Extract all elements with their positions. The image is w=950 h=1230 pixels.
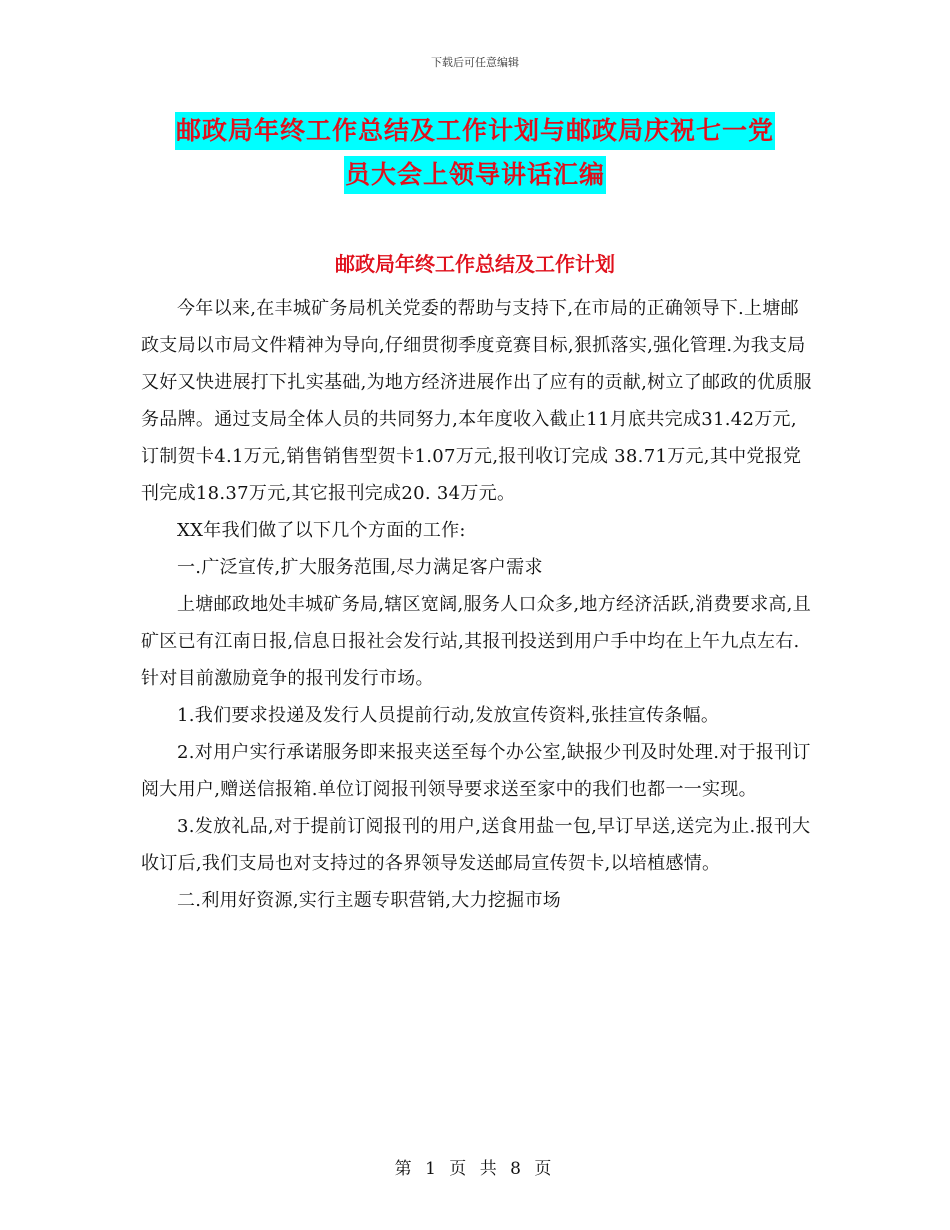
paragraph: 今年以来,在丰城矿务局机关党委的帮助与支持下,在市局的正确领导下.上塘邮政支局以市局文件精神为导向,仔细贯彻季度竟赛目标,狠抓落实,强化管理.为我支局又好又快进展打下扎实基础,为地方经济进展作出了应有的贡献,树立了邮政的优质服务品牌。通过支局全体人员的共同努力,本年度收入截止11月底共完成31.42万元,订制贺卡4.1万元,销售销售型贺卡1.07万元,报刊收订完成 38.71万元,其中党报党刊完成18.37万元,其它报刊完成20. 34万元。 (141, 298, 812, 504)
paragraph: 一.广泛宣传,扩大服务范围,尽力满足客户需求 (177, 557, 543, 578)
section-title: 邮政局年终工作总结及工作计划 (335, 252, 615, 276)
page-footer: 第 1 页 共 8 页 (394, 1159, 556, 1179)
paragraph: 1.我们要求投递及发行人员提前行动,发放宣传资料,张挂宣传条幅。 (177, 705, 720, 726)
paragraph: XX年我们做了以下几个方面的工作: (177, 520, 466, 541)
paragraph: 二.利用好资源,实行主题专职营销,大力挖掘市场 (177, 890, 562, 911)
paragraph: 3.发放礼品,对于提前订阅报刊的用户,送食用盐一包,早订早送,送完为止.报刊大收订后,我们支局也对支持过的各界领导发送邮局宣传贺卡,以培植感情。 (141, 816, 811, 874)
document-title-line-1: 邮政局年终工作总结及工作计划与邮政局庆祝七一党 (175, 112, 775, 150)
document-title-line-2: 员大会上领导讲话汇编 (344, 156, 606, 194)
paragraph: 上塘邮政地处丰城矿务局,辖区宽阔,服务人口众多,地方经济活跃,消费要求高,且矿区已有江南日报,信息日报社会发行站,其报刊投送到用户手中均在上午九点左右.针对目前激励竟争的报刊发行市场。 (141, 594, 812, 689)
header-note: 下载后可任意编辑 (431, 56, 519, 69)
paragraph: 2.对用户实行承诺服务即来报夹送至每个办公室,缺报少刊及时处理.对于报刊订阅大用户,赠送信报箱.单位订阅报刊领导要求送至家中的我们也都一一实现。 (141, 742, 811, 800)
document-title (0, 112, 950, 194)
body-text (141, 290, 813, 919)
